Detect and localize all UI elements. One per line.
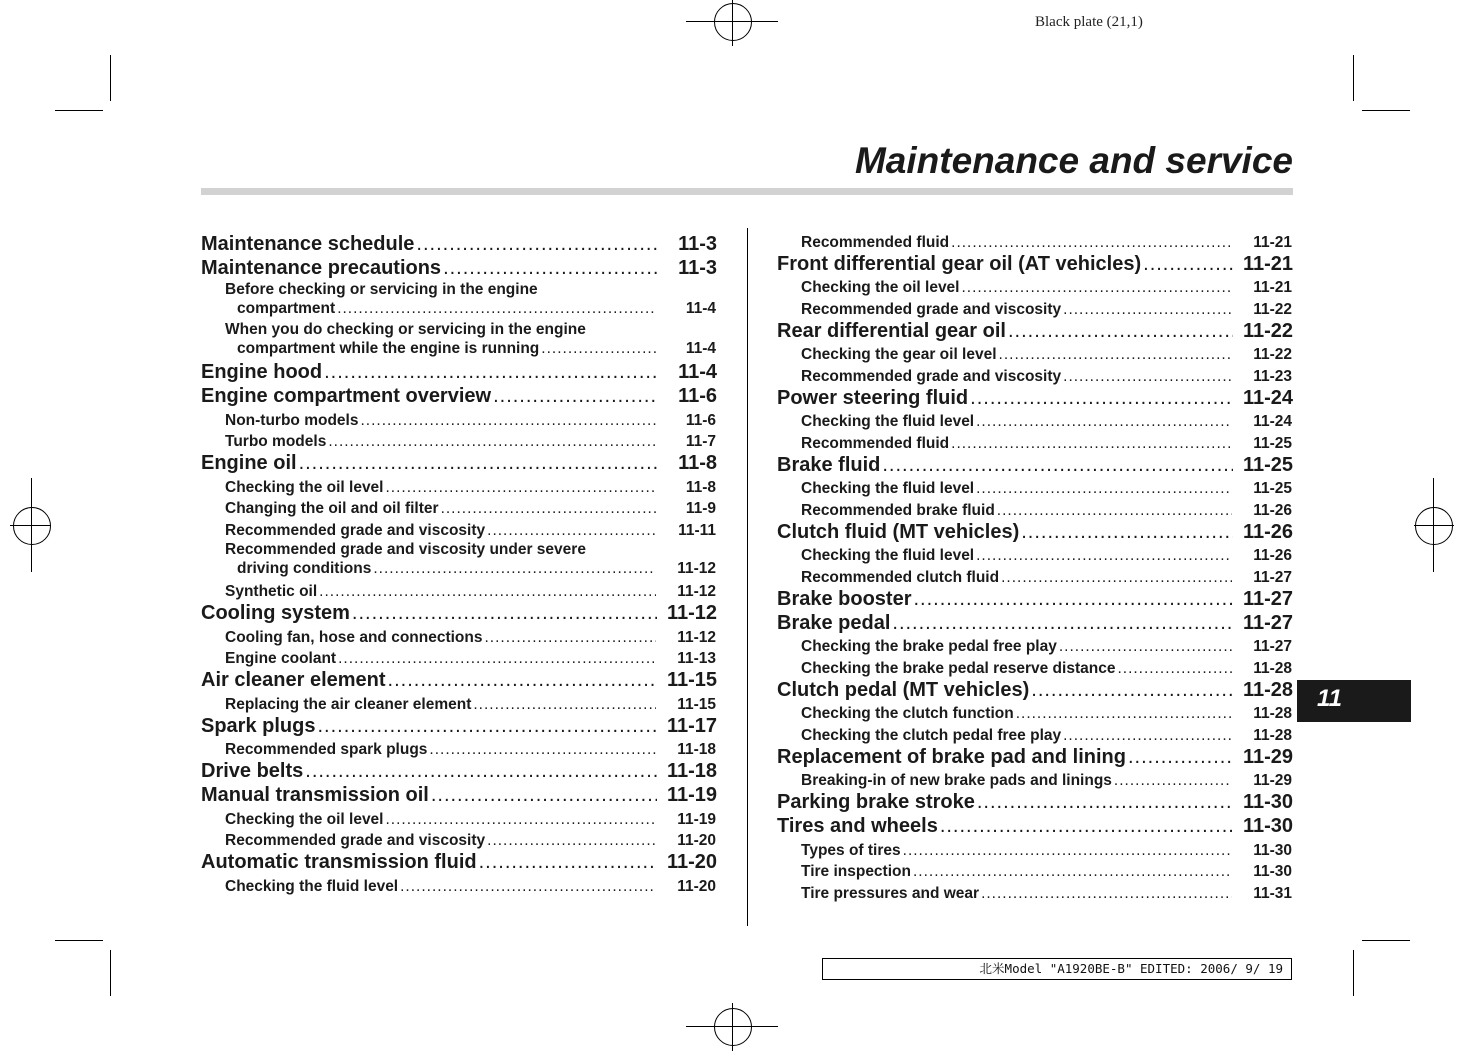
toc-page-number: 11-28: [1253, 705, 1292, 722]
toc-subentry[interactable]: [777, 477, 1293, 499]
crop-mark: [1362, 940, 1410, 941]
toc-subentry[interactable]: [201, 580, 717, 602]
toc-page-number: 11-24: [1242, 386, 1293, 409]
dot-leader: [914, 588, 1233, 611]
toc-subentry[interactable]: [201, 829, 717, 851]
toc-subentry[interactable]: [201, 807, 717, 829]
toc-page-number: 11-22: [1253, 346, 1292, 363]
toc-entry[interactable]: [777, 386, 1293, 410]
toc-entry-title: Air cleaner element: [201, 669, 386, 691]
toc-entry-title: Drive belts: [201, 760, 304, 782]
toc-page-number: 11-30: [1253, 863, 1292, 880]
toc-entry-title: Manual transmission oil: [201, 784, 429, 806]
dot-leader: [487, 832, 656, 850]
toc-subentry[interactable]: [777, 364, 1293, 386]
toc-subentry[interactable]: [777, 297, 1293, 319]
toc-entry-title-line1: Recommended grade and viscosity under severe: [225, 540, 586, 558]
toc-entry-title: Tire inspection: [801, 863, 911, 880]
toc-page-number: 11-19: [677, 810, 716, 828]
toc-page-number: 11-12: [666, 602, 717, 624]
dot-leader: [388, 669, 657, 692]
dot-leader: [997, 502, 1232, 520]
title-rule: [201, 188, 1293, 195]
dot-leader: [970, 387, 1233, 410]
dot-leader: [429, 741, 656, 759]
toc-entry[interactable]: [201, 714, 717, 738]
toc-entry-title: Parking brake stroke: [777, 791, 975, 813]
toc-entry-title: Checking the fluid level: [801, 413, 975, 430]
toc-entry[interactable]: [777, 814, 1293, 838]
toc-entry-title: Engine oil: [201, 452, 297, 474]
toc-page-number: 11-28: [1242, 678, 1293, 701]
toc-page-number: 11-28: [1253, 659, 1292, 677]
toc-entry-title: Recommended brake fluid: [801, 501, 995, 519]
toc-entry-title: Breaking-in of new brake pads and linings: [801, 772, 1112, 789]
toc-subentry[interactable]: [201, 540, 717, 580]
toc-page-number: 11-7: [685, 433, 716, 450]
dot-leader: [1031, 679, 1233, 702]
toc-subentry[interactable]: [201, 874, 717, 896]
toc-entry-title: Replacing the air cleaner element: [225, 695, 472, 713]
toc-entry-title: Recommended spark plugs: [225, 741, 428, 758]
toc-entry[interactable]: [201, 232, 717, 256]
dot-leader: [976, 480, 1232, 498]
dot-leader: [431, 784, 657, 807]
dot-leader: [360, 412, 656, 430]
registration-circle-icon: [13, 507, 51, 545]
toc-entry-title: Recommended fluid: [801, 233, 950, 251]
toc-page-number: 11-30: [1253, 841, 1292, 859]
toc-subentry[interactable]: [201, 692, 717, 714]
toc-entry[interactable]: [201, 759, 717, 783]
toc-page-number: 11-20: [677, 877, 716, 895]
dot-leader: [1063, 727, 1232, 745]
toc-entry-title: Brake fluid: [777, 453, 881, 476]
toc-entry[interactable]: [777, 453, 1293, 477]
toc-subentry[interactable]: [777, 565, 1293, 587]
toc-entry-title: Checking the gear oil level: [801, 346, 997, 363]
dot-leader: [373, 559, 656, 578]
toc-entry-title: Recommended clutch fluid: [801, 568, 1000, 586]
dot-leader: [903, 842, 1232, 860]
dot-leader: [324, 361, 657, 384]
toc-entry-title-line2: [225, 299, 717, 318]
toc-page-number: 11-30: [1242, 791, 1293, 813]
toc-page-number: 11-20: [666, 851, 717, 873]
dot-leader: [386, 811, 657, 829]
toc-entry-title: Checking the brake pedal reserve distance: [801, 659, 1116, 677]
dot-leader: [386, 479, 657, 497]
toc-page-number: 11-21: [1253, 279, 1292, 296]
toc-entry-title: Checking the brake pedal free play: [801, 638, 1057, 655]
toc-subentry[interactable]: [777, 769, 1293, 791]
dot-leader: [1021, 521, 1233, 544]
toc-page-number: 11-27: [1242, 611, 1293, 634]
toc-page-number: 11-25: [1253, 480, 1292, 497]
toc-page-number: 11-15: [666, 669, 717, 691]
toc-entry-title-line2: [225, 339, 717, 358]
toc-entry-title: Recommended grade and viscosity: [225, 832, 486, 849]
toc-page-number: 11-18: [666, 760, 717, 782]
toc-entry-title: Non-turbo models: [225, 411, 359, 429]
registration-circle-icon: [714, 1008, 752, 1046]
toc-entry-title-line1: Before checking or servicing in the engine: [225, 281, 538, 298]
toc-subentry[interactable]: [777, 276, 1293, 298]
toc-page-number: 11-6: [678, 385, 717, 407]
toc-entry-title: Brake pedal: [777, 611, 891, 634]
toc-page-number: 11-19: [666, 784, 717, 806]
toc-entry-title: Types of tires: [801, 841, 901, 859]
toc-page-number: 11-25: [1242, 453, 1293, 476]
toc-entry-title: compartment while the engine is running: [237, 340, 540, 357]
toc-right-column: [777, 230, 1293, 903]
dot-leader: [443, 257, 657, 280]
toc-entry-title: Front differential gear oil (AT vehicles): [777, 252, 1142, 275]
toc-page-number: 11-8: [678, 452, 717, 474]
page-title: Maintenance and service: [854, 140, 1293, 181]
toc-entry-title: Checking the oil level: [225, 810, 384, 828]
toc-page-number: 11-17: [666, 714, 717, 737]
footer-edit-stamp: 北米Model "A1920BE-B" EDITED: 2006/ 9/ 19: [822, 958, 1292, 980]
dot-leader: [493, 385, 657, 408]
dot-leader: [951, 435, 1232, 453]
toc-entry-title: Checking the clutch function: [801, 705, 1014, 722]
toc-entry[interactable]: [777, 319, 1293, 343]
toc-subentry[interactable]: [777, 723, 1293, 745]
toc-subentry[interactable]: [777, 656, 1293, 678]
toc-entry-title: Automatic transmission fluid: [201, 851, 477, 873]
toc-page-number: 11-26: [1253, 547, 1292, 564]
toc-subentry[interactable]: [201, 280, 717, 320]
dot-leader: [328, 433, 656, 451]
toc-page-number: 11-25: [1253, 434, 1292, 452]
toc-entry-title: Checking the fluid level: [225, 877, 399, 895]
toc-subentry[interactable]: [201, 647, 717, 669]
registration-circle-icon: [1415, 507, 1453, 545]
dot-leader: [1063, 368, 1232, 386]
dot-leader: [441, 500, 656, 518]
dot-leader: [1016, 705, 1232, 723]
dot-leader: [882, 454, 1233, 477]
toc-page-number: 11-20: [677, 832, 716, 849]
toc-subentry[interactable]: [777, 544, 1293, 566]
toc-page-number: 11-21: [1253, 233, 1292, 251]
dot-leader: [305, 760, 657, 783]
toc-entry[interactable]: [777, 678, 1293, 702]
toc-entry-title: Synthetic oil: [225, 583, 318, 600]
dot-leader: [400, 878, 656, 896]
toc-entry-title: driving conditions: [237, 559, 372, 577]
dot-leader: [299, 452, 657, 475]
dot-leader: [479, 851, 657, 874]
toc-entry[interactable]: [777, 252, 1293, 276]
plate-label: Black plate (21,1): [1035, 14, 1143, 30]
toc-entry-title: Checking the fluid level: [801, 480, 975, 497]
dot-leader: [484, 629, 656, 647]
toc-entry-title: Tire pressures and wear: [801, 884, 980, 902]
dot-leader: [416, 233, 657, 256]
toc-page-number: 11-4: [685, 300, 716, 317]
toc-subentry[interactable]: [777, 860, 1293, 882]
dot-leader: [976, 547, 1232, 565]
crop-mark: [110, 950, 111, 996]
toc-page-number: 11-23: [1253, 367, 1292, 385]
toc-page-number: 11-27: [1242, 587, 1293, 610]
chapter-tab[interactable]: [1297, 680, 1411, 722]
dot-leader: [892, 612, 1233, 635]
toc-page-number: 11-13: [677, 650, 716, 667]
dot-leader: [976, 413, 1232, 431]
toc-entry-title: Checking the oil level: [225, 478, 384, 496]
toc-entry[interactable]: [201, 783, 717, 807]
dot-leader: [999, 346, 1232, 364]
chapter-tab-number: 11: [1317, 685, 1342, 712]
toc-entry[interactable]: [777, 790, 1293, 814]
toc-subentry[interactable]: [777, 230, 1293, 252]
toc-page-number: 11-30: [1242, 815, 1293, 837]
crop-mark: [1362, 110, 1410, 111]
toc-entry-title: Maintenance schedule: [201, 233, 415, 255]
dot-leader: [317, 715, 656, 738]
toc-page-number: 11-28: [1253, 726, 1292, 744]
crop-mark: [55, 110, 103, 111]
toc-entry-title: Maintenance precautions: [201, 257, 442, 279]
toc-entry-title: Power steering fluid: [777, 386, 969, 409]
toc-subentry[interactable]: [201, 320, 717, 360]
dot-leader: [1063, 301, 1232, 319]
crop-mark: [1353, 55, 1354, 101]
toc-subentry[interactable]: [201, 497, 717, 519]
toc-subentry[interactable]: [777, 635, 1293, 657]
toc-entry-title-line2: [225, 559, 717, 578]
toc-entry[interactable]: [777, 745, 1293, 769]
toc-entry-title: Replacement of brake pad and lining: [777, 745, 1126, 768]
toc-entry[interactable]: [201, 601, 717, 625]
toc-entry-title: Clutch pedal (MT vehicles): [777, 678, 1030, 701]
toc-page-number: 11-27: [1253, 568, 1292, 586]
toc-entry[interactable]: [777, 611, 1293, 635]
toc-page-number: 11-22: [1253, 300, 1292, 318]
dot-leader: [337, 299, 656, 318]
toc-entry-title: Turbo models: [225, 433, 327, 450]
toc-left-column: [201, 232, 717, 896]
toc-subentry[interactable]: [777, 410, 1293, 432]
toc-subentry[interactable]: [777, 881, 1293, 903]
toc-page-number: 11-21: [1242, 252, 1293, 275]
toc-entry-title: Recommended grade and viscosity: [801, 367, 1062, 385]
toc-entry-title: Checking the oil level: [801, 279, 960, 296]
toc-page-number: 11-6: [685, 411, 716, 429]
toc-subentry[interactable]: [201, 475, 717, 497]
toc-entry-title-line1: When you do checking or servicing in the engine: [225, 321, 586, 338]
dot-leader: [338, 650, 656, 668]
dot-leader: [940, 815, 1233, 838]
toc-entry-title: Brake booster: [777, 587, 912, 610]
toc-subentry[interactable]: [201, 625, 717, 647]
dot-leader: [1143, 253, 1233, 276]
toc-entry-title: Engine compartment overview: [201, 385, 492, 407]
toc-entry-title: Recommended fluid: [801, 434, 950, 452]
dot-leader: [977, 791, 1233, 814]
toc-entry[interactable]: [777, 587, 1293, 611]
toc-subentry[interactable]: [201, 518, 717, 540]
toc-page-number: 11-3: [678, 233, 717, 255]
toc-entry[interactable]: [201, 360, 717, 384]
toc-entry-title: Recommended grade and viscosity: [225, 521, 486, 539]
toc-page-number: 11-24: [1253, 413, 1292, 430]
dot-leader: [1059, 638, 1232, 656]
column-divider: [747, 228, 748, 926]
dot-leader: [913, 863, 1232, 881]
dot-leader: [1117, 660, 1232, 678]
toc-page-number: 11-15: [677, 695, 716, 713]
toc-entry-title: Clutch fluid (MT vehicles): [777, 520, 1020, 543]
toc-entry[interactable]: [201, 256, 717, 280]
toc-page-number: 11-12: [677, 628, 716, 646]
dot-leader: [473, 696, 656, 714]
crop-mark: [1353, 950, 1354, 996]
toc-page-number: 11-29: [1242, 745, 1293, 768]
toc-page-number: 11-12: [677, 583, 716, 600]
toc-page-number: 11-27: [1253, 638, 1292, 655]
toc-subentry[interactable]: [201, 430, 717, 452]
dot-leader: [487, 522, 656, 540]
toc-page-number: 11-9: [685, 500, 716, 517]
toc-page-number: 11-26: [1242, 520, 1293, 543]
toc-page-number: 11-4: [685, 340, 716, 357]
registration-circle-icon: [714, 3, 752, 41]
toc-subentry[interactable]: [777, 702, 1293, 724]
dot-leader: [541, 339, 656, 358]
toc-page-number: 11-11: [678, 521, 716, 539]
dot-leader: [962, 279, 1233, 297]
dot-leader: [319, 583, 656, 601]
dot-leader: [1114, 772, 1232, 790]
toc-subentry[interactable]: [777, 498, 1293, 520]
dot-leader: [1128, 746, 1233, 769]
dot-leader: [981, 885, 1232, 903]
toc-subentry[interactable]: [777, 343, 1293, 365]
toc-page-number: 11-26: [1253, 501, 1292, 519]
toc-subentry[interactable]: [777, 838, 1293, 860]
toc-entry[interactable]: [201, 451, 717, 475]
toc-page-number: 11-3: [678, 257, 717, 279]
crop-mark: [55, 940, 103, 941]
toc-entry-title: Checking the clutch pedal free play: [801, 726, 1062, 744]
toc-entry-title: Rear differential gear oil: [777, 319, 1006, 342]
toc-page-number: 11-31: [1253, 884, 1292, 902]
toc-subentry[interactable]: [777, 431, 1293, 453]
toc-entry[interactable]: [777, 520, 1293, 544]
toc-entry[interactable]: [201, 850, 717, 874]
toc-entry-title: Spark plugs: [201, 714, 316, 737]
toc-subentry[interactable]: [201, 408, 717, 430]
toc-entry-title: Engine coolant: [225, 650, 337, 667]
toc-page-number: 11-4: [678, 361, 717, 383]
toc-entry-title: Changing the oil and oil filter: [225, 500, 439, 517]
toc-subentry[interactable]: [201, 738, 717, 760]
toc-entry-title: compartment: [237, 300, 336, 317]
toc-entry[interactable]: [201, 384, 717, 408]
dot-leader: [1008, 320, 1233, 343]
toc-page-number: 11-22: [1242, 319, 1293, 342]
toc-entry-title: Engine hood: [201, 361, 323, 383]
toc-entry-title: Tires and wheels: [777, 815, 938, 837]
toc-entry-title: Cooling system: [201, 602, 350, 624]
toc-entry[interactable]: [201, 668, 717, 692]
toc-page-number: 11-12: [677, 559, 716, 577]
dot-leader: [951, 234, 1232, 252]
toc-page-number: 11-29: [1253, 772, 1292, 789]
toc-entry-title: Recommended grade and viscosity: [801, 300, 1062, 318]
toc-page-number: 11-18: [677, 741, 716, 758]
toc-entry-title: Cooling fan, hose and connections: [225, 628, 483, 646]
toc-page-number: 11-8: [685, 478, 716, 496]
toc-entry-title: Checking the fluid level: [801, 547, 975, 564]
dot-leader: [352, 602, 657, 625]
dot-leader: [1001, 569, 1232, 587]
crop-mark: [110, 55, 111, 101]
